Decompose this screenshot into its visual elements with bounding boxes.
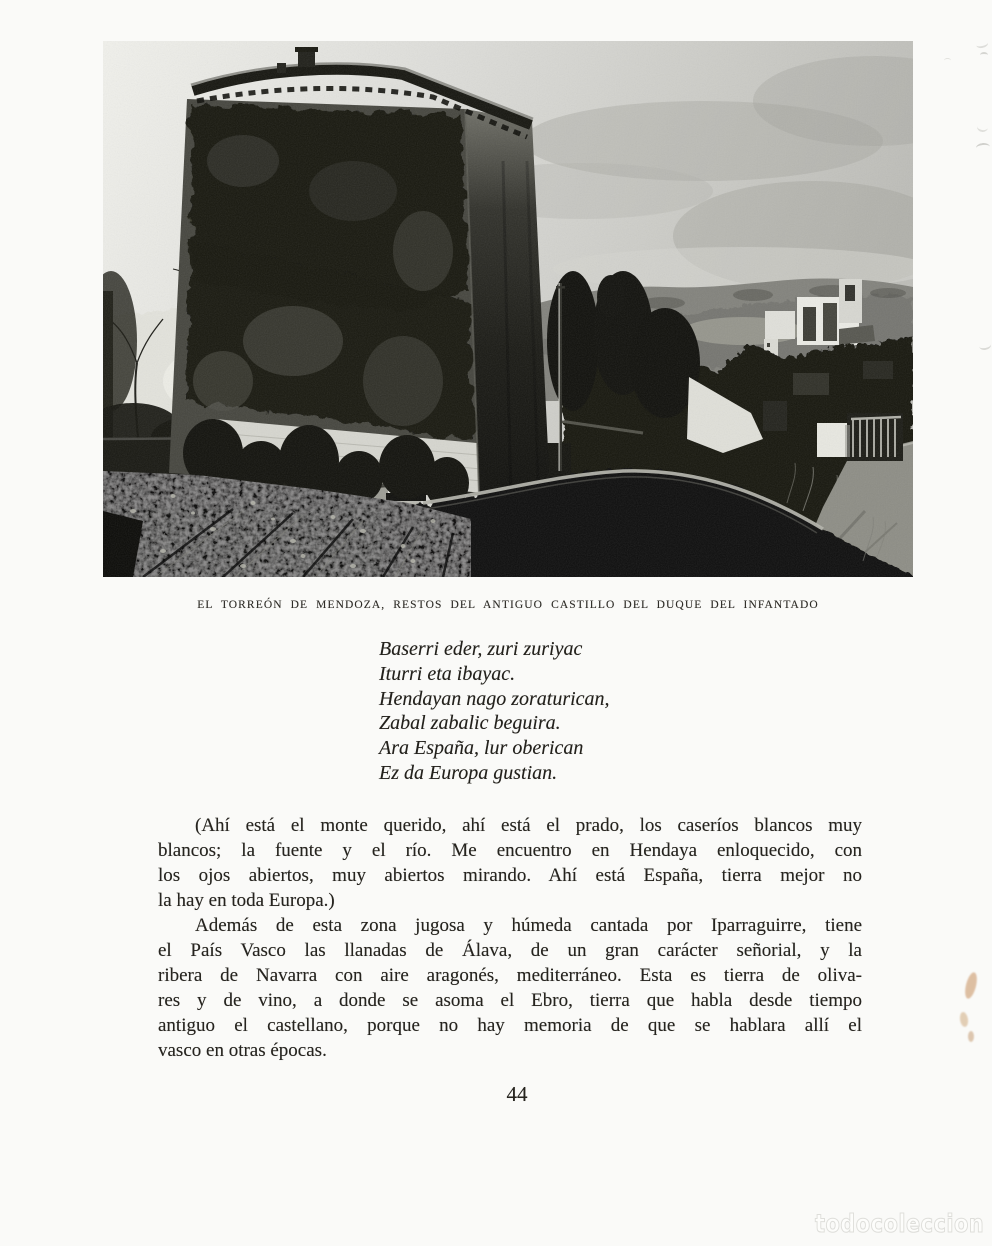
body-line: antiguo el castellano, porque no hay memoria de que se hablara allí el [158, 1015, 862, 1037]
margin-mark [978, 340, 991, 351]
poem-line: Ez da Europa gustian. [379, 761, 558, 784]
body-line: res y de vino, a donde se asoma el Ebro, tierra que habla desde tiempo [158, 990, 862, 1012]
body-line: Además de esta zona jugosa y húmeda cantada por Iparraguirre, tiene [195, 915, 862, 936]
margin-mark [976, 142, 991, 152]
poem-line: Zabal zabalic beguira. [379, 712, 561, 735]
margin-mark [976, 121, 988, 132]
body-line: (Ahí está el monte querido, ahí está el prado, los caseríos blancos muy [195, 815, 862, 836]
body-line: blancos; la fuente y el río. Me encuentro en Hendaya enloquecido, con [158, 840, 862, 862]
body-line: el País Vasco las llanadas de Álava, de un gran carácter señorial, y la [158, 940, 862, 962]
poem-line: Ara España, lur oberican [379, 737, 584, 760]
body-line: vasco en otras épocas. [158, 1040, 327, 1062]
body-line: la hay en toda Europa.) [158, 890, 335, 912]
photo-caption: EL TORREÓN DE MENDOZA, RESTOS DEL ANTIGUO CASTILLO DEL DUQUE DEL INFANTADO [197, 599, 819, 611]
scan-stain [963, 971, 979, 1000]
photo-grain [103, 41, 913, 577]
page-number: 44 [506, 1082, 528, 1106]
poem-line: Baserri eder, zuri zuriyac [379, 638, 583, 660]
margin-mark [975, 39, 988, 49]
poem-line: Iturri eta ibayac. [379, 662, 516, 685]
margin-mark [980, 52, 988, 58]
torreon-photo [103, 41, 913, 577]
scan-stain [959, 1011, 969, 1027]
paragraph-1 [158, 813, 862, 913]
body-line: ribera de Navarra con aire aragonés, mediterráneo. Esta es tierra de oliva- [158, 965, 862, 987]
poem [379, 637, 709, 786]
margin-mark [944, 58, 951, 63]
body-line: los ojos abiertos, muy abiertos mirando. Ahí está España, tierra mejor no [158, 865, 862, 887]
poem-line: Hendayan nago zoraturican, [379, 687, 610, 710]
todocoleccion-watermark: todocoleccion [815, 1209, 985, 1238]
scan-stain [968, 1031, 974, 1042]
paragraph-2 [158, 913, 862, 1064]
